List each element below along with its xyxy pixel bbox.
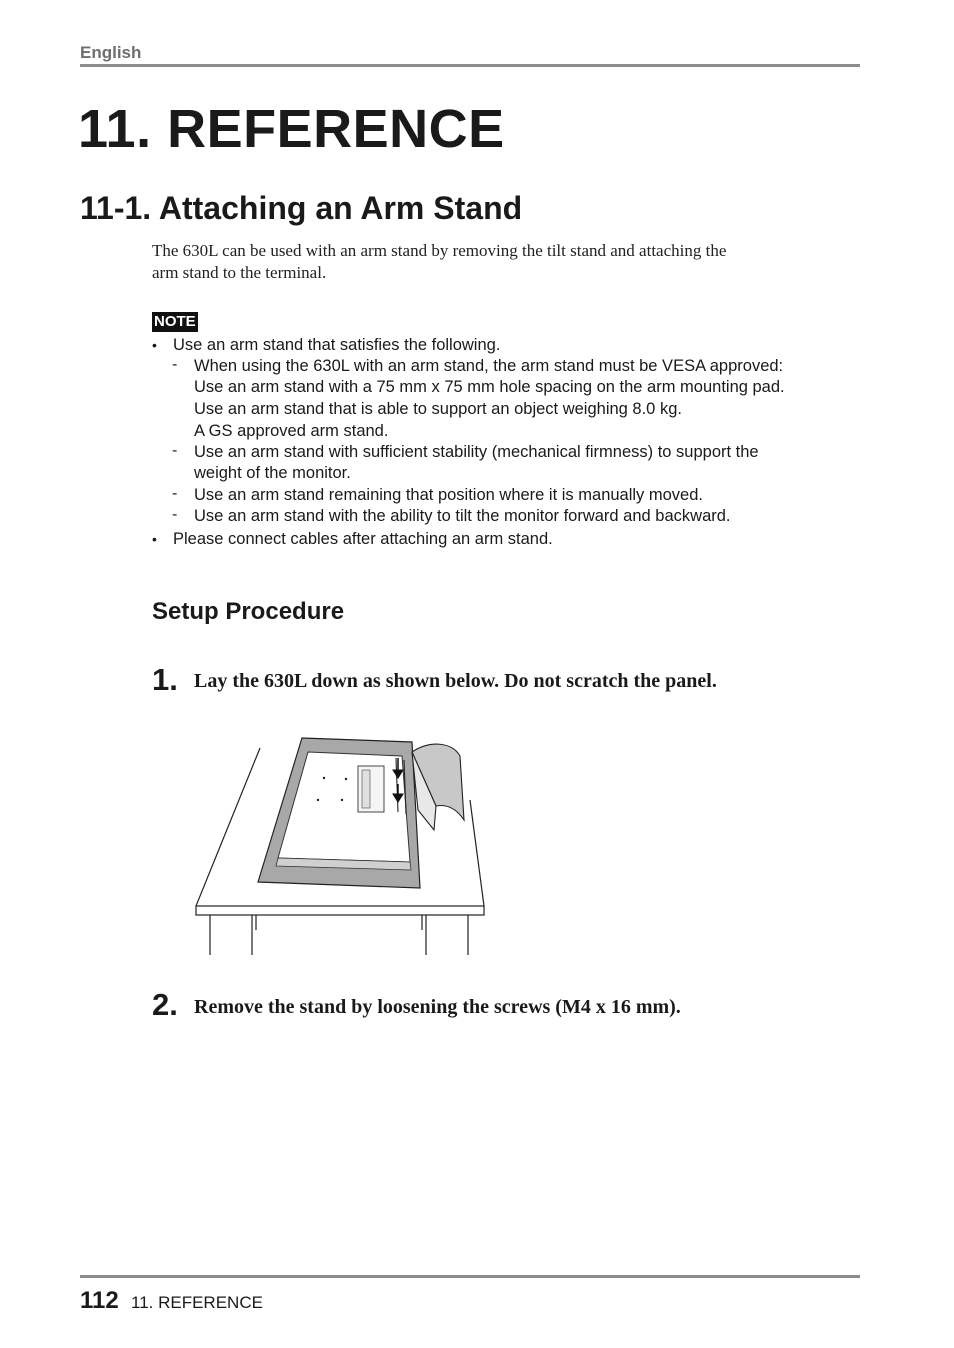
dash-marker: - bbox=[172, 442, 178, 459]
note-sub2-line1: Use an arm stand with sufficient stability (mechanical firmness) to support the bbox=[194, 443, 759, 461]
note-bullet-1: Use an arm stand that satisfies the following. bbox=[173, 336, 501, 354]
page-number: 112 bbox=[80, 1287, 119, 1314]
setup-heading: Setup Procedure bbox=[152, 598, 345, 625]
note-sub1-line1: When using the 630L with an arm stand, the arm stand must be VESA approved: bbox=[194, 357, 784, 375]
note-bullet-2: Please connect cables after attaching an arm stand. bbox=[173, 530, 553, 548]
note-sub4: Use an arm stand with the ability to tilt the monitor forward and backward. bbox=[194, 507, 731, 525]
note-sub1-line2: Use an arm stand with a 75 mm x 75 mm hole spacing on the arm mounting pad. bbox=[194, 378, 785, 396]
note-sub3: Use an arm stand remaining that position where it is manually moved. bbox=[194, 486, 703, 504]
bullet-dot: • bbox=[152, 531, 157, 547]
intro-line-1: The 630L can be used with an arm stand by removing the tilt stand and attaching the bbox=[152, 241, 727, 260]
monitor-on-table-illustration bbox=[190, 730, 490, 960]
dash-marker: - bbox=[172, 485, 178, 502]
footer-rule bbox=[80, 1275, 860, 1278]
header-rule bbox=[80, 64, 860, 67]
step-2-text: Remove the stand by loosening the screws (M4 x 16 mm). bbox=[194, 996, 681, 1018]
note-badge: NOTE bbox=[154, 313, 196, 330]
step-1-number: 1. bbox=[152, 662, 178, 697]
note-sub1-line4: A GS approved arm stand. bbox=[194, 422, 389, 440]
footer-chapter-label: 11. REFERENCE bbox=[131, 1293, 263, 1312]
step-1-text: Lay the 630L down as shown below. Do not scratch the panel. bbox=[194, 670, 717, 692]
intro-paragraph bbox=[152, 240, 852, 284]
note-sub2-line2: weight of the monitor. bbox=[194, 464, 351, 482]
dash-marker: - bbox=[172, 356, 178, 373]
note-sub1-line3: Use an arm stand that is able to support an object weighing 8.0 kg. bbox=[194, 400, 682, 418]
dash-marker: - bbox=[172, 506, 178, 523]
chapter-title: 11. REFERENCE bbox=[78, 99, 505, 159]
header-language: English bbox=[80, 43, 142, 62]
section-title: 11-1. Attaching an Arm Stand bbox=[80, 190, 523, 226]
step-2-number: 2. bbox=[152, 987, 178, 1022]
bullet-dot: • bbox=[152, 337, 157, 353]
intro-line-2: arm stand to the terminal. bbox=[152, 263, 327, 282]
